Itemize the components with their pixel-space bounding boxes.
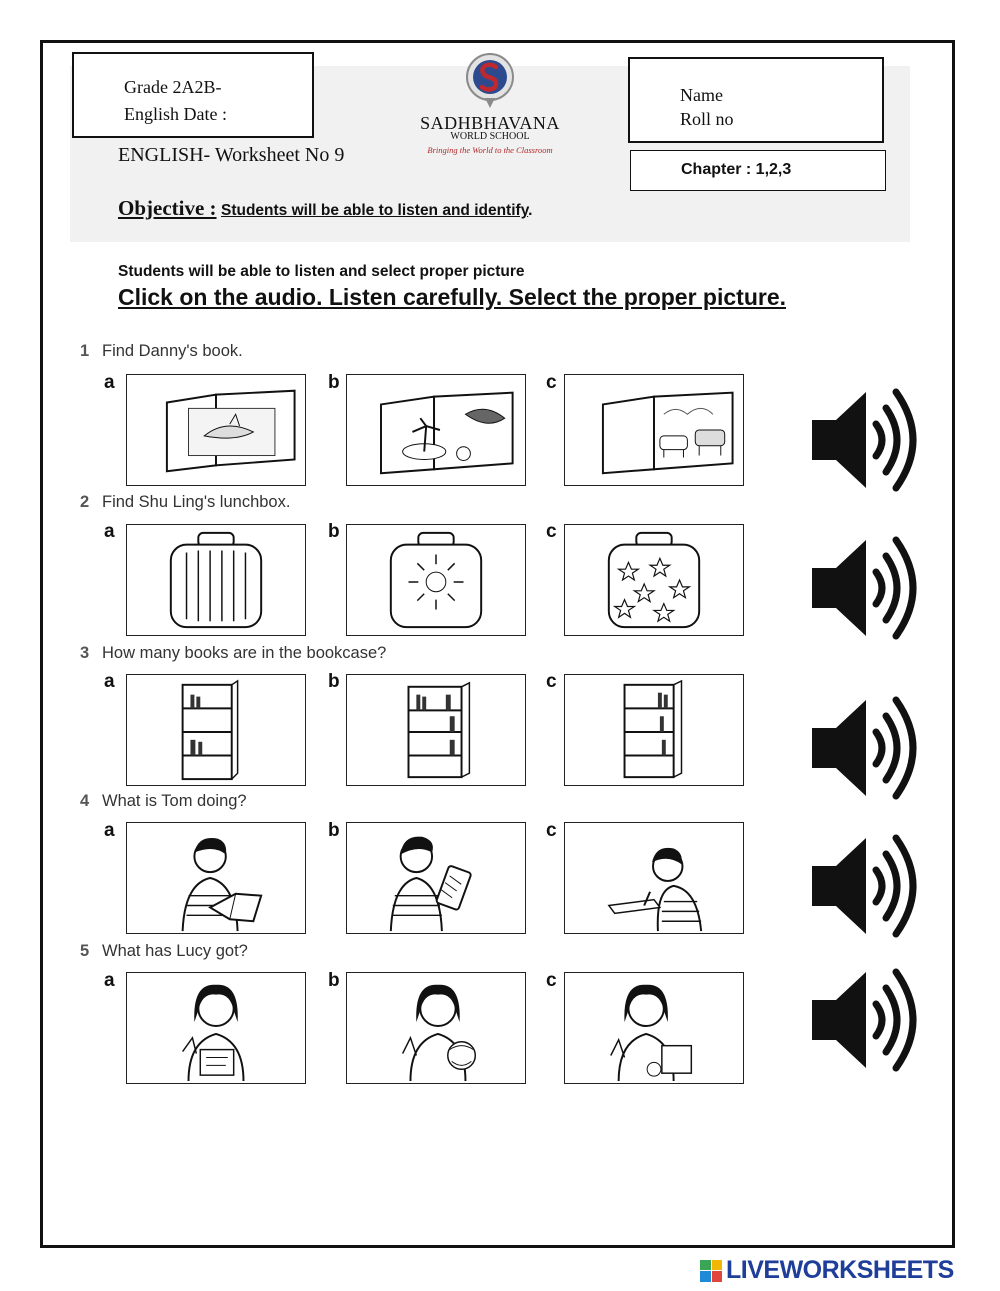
question-3-number: 3 [80, 644, 90, 662]
chapter-label: Chapter : 1,2,3 [681, 161, 792, 178]
q4-option-c-image[interactable] [564, 822, 744, 934]
q4-option-a-letter: a [104, 820, 115, 841]
q5-option-c-image[interactable] [564, 972, 744, 1084]
q3-option-a-image[interactable] [126, 674, 306, 786]
book-cows-picture [565, 375, 743, 485]
q2-audio-speaker-icon[interactable] [808, 534, 926, 642]
boy-tablet-picture [347, 823, 525, 933]
question-1 [80, 342, 243, 361]
q1-option-b-letter: b [328, 372, 340, 393]
school-tagline: Bringing the World to the Classroom [427, 145, 553, 155]
chapter-box [630, 150, 886, 191]
q3-option-b-letter: b [328, 671, 340, 692]
q4-option-b-image[interactable] [346, 822, 526, 934]
question-2 [80, 493, 290, 512]
liveworksheets-brand [700, 1256, 954, 1285]
q2-option-b-letter: b [328, 521, 340, 542]
q1-option-b-image[interactable] [346, 374, 526, 486]
worksheet-title: ENGLISH- Worksheet No 9 [118, 144, 345, 166]
date-line: English Date : [124, 104, 227, 124]
book-shark-island-picture [347, 375, 525, 485]
q4-option-a-image[interactable] [126, 822, 306, 934]
objective-label: Objective : [118, 196, 217, 220]
lunchbox-stripes-picture [127, 525, 305, 635]
girl-b-picture [347, 973, 525, 1083]
bookcase-a-picture [127, 675, 305, 785]
question-4-number: 4 [80, 792, 90, 810]
question-3 [80, 644, 386, 663]
q1-option-a-letter: a [104, 372, 115, 393]
q3-audio-speaker-icon[interactable] [808, 694, 926, 802]
q3-option-b-image[interactable] [346, 674, 526, 786]
q1-option-a-image[interactable] [126, 374, 306, 486]
grade-date-box [72, 52, 314, 138]
q1-option-c-image[interactable] [564, 374, 744, 486]
q5-audio-speaker-icon[interactable] [808, 966, 926, 1074]
q2-option-c-image[interactable] [564, 524, 744, 636]
brand-name: LIVEWORKSHEETS [726, 1256, 954, 1284]
q5-option-a-letter: a [104, 970, 115, 991]
boy-writing-picture [565, 823, 743, 933]
q4-audio-speaker-icon[interactable] [808, 832, 926, 940]
objective-text: Students will be able to listen and identify [221, 202, 529, 219]
q2-option-a-letter: a [104, 521, 115, 542]
question-4-text: What is Tom doing? [102, 792, 247, 810]
q1-audio-speaker-icon[interactable] [808, 386, 926, 494]
question-1-number: 1 [80, 342, 90, 360]
question-1-text: Find Danny's book. [102, 342, 243, 360]
q4-option-b-letter: b [328, 820, 340, 841]
school-name: SADHBHAVANA [420, 113, 560, 133]
instruction-title: Click on the audio. Listen carefully. Select the proper picture. [118, 284, 786, 310]
q4-option-c-letter: c [546, 820, 557, 841]
lunchbox-stars-picture [565, 525, 743, 635]
q3-option-a-letter: a [104, 671, 115, 692]
question-2-number: 2 [80, 493, 90, 511]
bookcase-b-picture [347, 675, 525, 785]
grade-line: Grade 2A2B- [124, 77, 222, 97]
bookcase-c-picture [565, 675, 743, 785]
q3-option-c-letter: c [546, 671, 557, 692]
q1-option-c-letter: c [546, 372, 557, 393]
school-emblem-icon [465, 52, 515, 110]
name-roll-box [628, 57, 884, 143]
question-5-number: 5 [80, 942, 90, 960]
lunchbox-sun-picture [347, 525, 525, 635]
q2-option-c-letter: c [546, 521, 557, 542]
objective [118, 196, 538, 221]
q2-option-b-image[interactable] [346, 524, 526, 636]
boy-reading-picture [127, 823, 305, 933]
question-2-text: Find Shu Ling's lunchbox. [102, 493, 291, 511]
question-5 [80, 942, 248, 961]
liveworksheets-logo-icon [700, 1260, 722, 1282]
book-shark-picture [127, 375, 305, 485]
instruction-subtitle: Students will be able to listen and select proper picture [118, 263, 525, 280]
school-logo [405, 52, 575, 164]
question-4 [80, 792, 247, 811]
question-3-text: How many books are in the bookcase? [102, 644, 387, 662]
name-label: Name [680, 85, 723, 105]
roll-label: Roll no [680, 109, 734, 129]
question-5-text: What has Lucy got? [102, 942, 248, 960]
objective-period: . [528, 202, 533, 219]
q5-option-a-image[interactable] [126, 972, 306, 1084]
q3-option-c-image[interactable] [564, 674, 744, 786]
q2-option-a-image[interactable] [126, 524, 306, 636]
girl-c-picture [565, 973, 743, 1083]
school-subtitle: WORLD SCHOOL [450, 131, 530, 142]
q5-option-b-image[interactable] [346, 972, 526, 1084]
q5-option-c-letter: c [546, 970, 557, 991]
girl-a-picture [127, 973, 305, 1083]
q5-option-b-letter: b [328, 970, 340, 991]
